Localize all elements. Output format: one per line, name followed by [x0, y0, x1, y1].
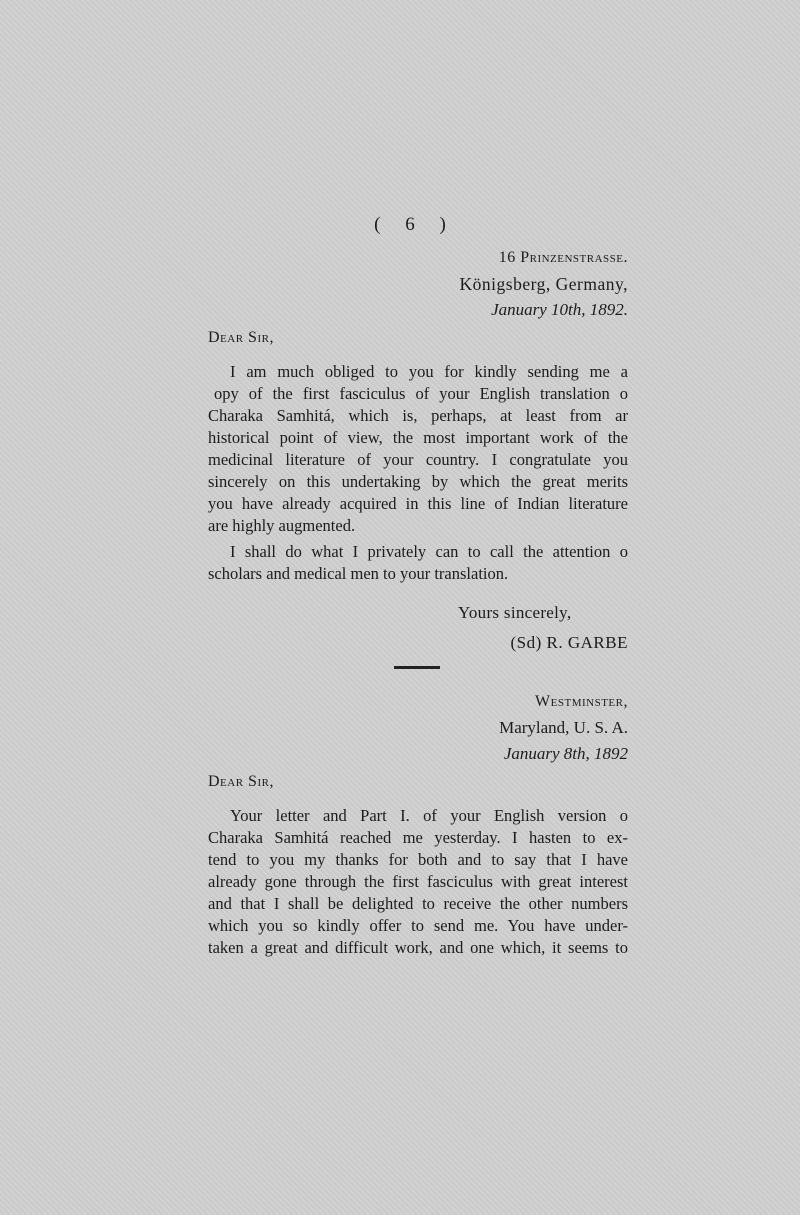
address-line-street: 16 Prinzenstrasse.: [498, 249, 628, 266]
salutation: Dear Sir,: [208, 329, 274, 346]
text-line: you have already acquired in this line of Indian literature: [208, 494, 628, 513]
text-line: sincerely on this undertaking by which the great merits: [208, 472, 628, 491]
letter1-paragraph-2: [208, 541, 628, 585]
text-line: I am much obliged to you for kindly sending me a: [230, 362, 628, 381]
address-line-state: Maryland, U. S. A.: [499, 718, 628, 737]
text-line: I shall do what I privately can to call the attention o: [230, 542, 628, 561]
salutation: Dear Sir,: [208, 773, 274, 790]
letter1-salutation: [208, 327, 628, 349]
letter2-address: [208, 689, 628, 767]
address-line-city: Königsberg, Germany,: [459, 274, 628, 294]
section-divider: [394, 666, 440, 669]
text-line: Charaka Samhitá reached me yesterday. I hasten to ex-: [208, 828, 628, 847]
letter1-paragraph-1: [208, 361, 628, 537]
letter1-closing: [208, 602, 628, 654]
text-line: Charaka Samhitá, which is, perhaps, at least from ar: [208, 406, 628, 425]
text-line: are highly augmented.: [208, 516, 356, 535]
address-line-place: Westminster,: [535, 693, 628, 710]
closing: Yours sincerely,: [458, 603, 572, 622]
text-line: which you so kindly offer to send me. You have under-: [208, 916, 628, 935]
page-number: ( 6 ): [374, 214, 456, 235]
letter1-address: [208, 245, 628, 323]
letter2-salutation: [208, 771, 628, 793]
text-line: historical point of view, the most important work of the: [208, 428, 628, 447]
letter2-paragraph-1: [208, 805, 628, 959]
text-line: taken a great and difficult work, and one which, it seems to: [208, 938, 628, 957]
text-line: and that I shall be delighted to receive the other numbers: [208, 894, 628, 913]
address-line-date: January 8th, 1892: [503, 744, 628, 763]
address-line-date: January 10th, 1892.: [491, 300, 628, 319]
text-line: scholars and medical men to your translation.: [208, 564, 509, 583]
text-line: already gone through the first fasciculus with great interest: [208, 872, 628, 891]
text-line: medicinal literature of your country. I congratulate you: [208, 450, 628, 469]
text-line: tend to you my thanks for both and to say that I have: [208, 850, 628, 869]
signature: (Sd) R. GARBE: [510, 633, 628, 652]
text-line: opy of the first fasciculus of your English translation o: [214, 384, 628, 403]
text-line: Your letter and Part I. of your English version o: [230, 806, 628, 825]
